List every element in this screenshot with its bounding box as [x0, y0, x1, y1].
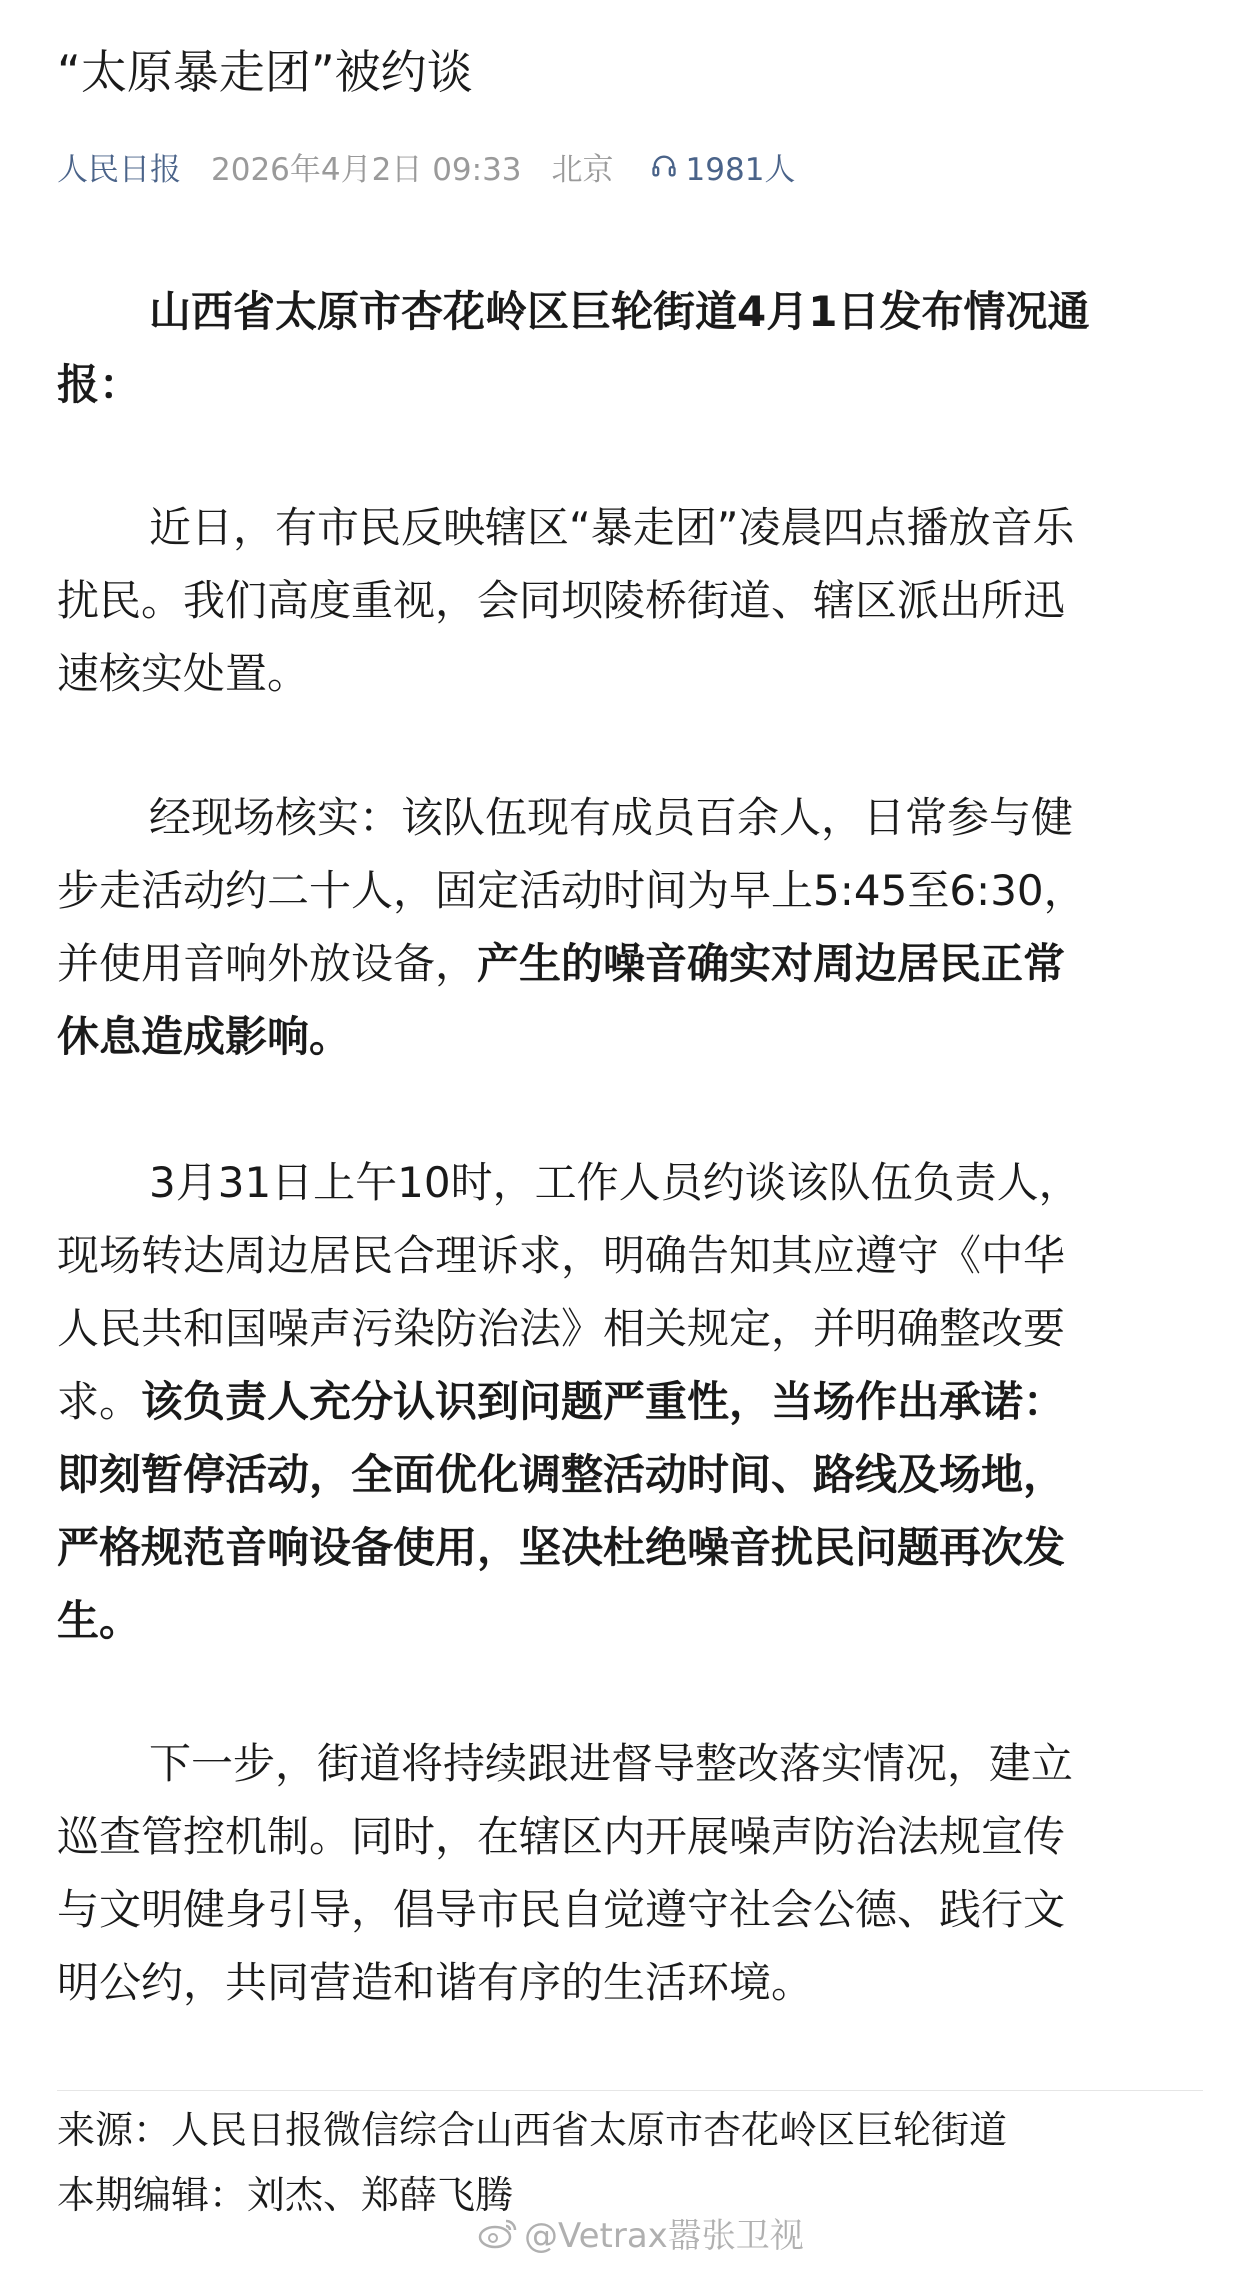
paragraph-line: 扰民。我们高度重视，会同坝陵桥街道、辖区派出所迅: [57, 576, 1066, 625]
paragraph-line: 3月31日上午10时，工作人员约谈该队伍负责人，: [149, 1158, 1081, 1207]
paragraph-line: 巡查管控机制。同时，在辖区内开展噪声防治法规宣传: [57, 1812, 1066, 1861]
paragraph-line-mixed: [57, 927, 1203, 1000]
watermark: [478, 2208, 804, 2257]
paragraph-line: 山西省太原市杏花岭区巨轮街道4月1日发布情况通: [149, 287, 1090, 336]
source-link[interactable]: 人民日报: [57, 151, 181, 188]
paragraph-line: 速核实处置。: [57, 649, 310, 698]
paragraph-line: 步走活动约二十人，固定活动时间为早上5:45至6:30，: [57, 866, 1086, 915]
paragraph-line: 休息造成影响。: [57, 1012, 352, 1061]
paragraph-1: [57, 275, 1203, 421]
article-title: “太原暴走团”被约谈: [57, 45, 473, 99]
bold-text: 该负责人充分认识到问题严重性，当场作出承诺：: [141, 1377, 1066, 1426]
listener-count: 1981人: [685, 151, 796, 188]
paragraph-line: 现场转达周边居民合理诉求，明确告知其应遵守《中华: [57, 1231, 1066, 1280]
paragraph-line: 严格规范音响设备使用，坚决杜绝噪音扰民问题再次发: [57, 1523, 1066, 1572]
paragraph-5: [57, 1727, 1203, 2019]
listen-button[interactable]: [650, 144, 796, 189]
source-credit: 来源：人民日报微信综合山西省太原市杏花岭区巨轮街道: [57, 2108, 1008, 2152]
paragraph-3: [57, 781, 1203, 1073]
article-meta: [57, 146, 795, 186]
paragraph-line-mixed: [57, 1365, 1203, 1438]
paragraph-line: 即刻暂停活动，全面优化调整活动时间、路线及场地，: [57, 1450, 1066, 1499]
publish-location: 北京: [551, 151, 614, 188]
paragraph-line: 近日，有市民反映辖区“暴走团”凌晨四点播放音乐: [149, 503, 1075, 552]
normal-text: 并使用音响外放设备，: [57, 939, 478, 988]
paragraph-line: 人民共和国噪声污染防治法》相关规定，并明确整改要: [57, 1304, 1066, 1353]
headphones-icon: [650, 152, 678, 180]
weibo-logo-icon: [478, 2217, 518, 2249]
paragraph-line: 报：: [57, 360, 142, 409]
watermark-text: @Vetrax嚣张卫视: [524, 2216, 804, 2256]
normal-text: 求。: [57, 1377, 142, 1426]
paragraph-line: 与文明健身引导，倡导市民自觉遵守社会公德、践行文: [57, 1885, 1066, 1934]
paragraph-4: [57, 1146, 1203, 1657]
paragraph-line: 明公约，共同营造和谐有序的生活环境。: [57, 1958, 814, 2007]
paragraph-line: 经现场核实：该队伍现有成员百余人，日常参与健: [149, 793, 1074, 842]
editor-credit: 本期编辑：刘杰、郑薛飞腾: [57, 2173, 514, 2217]
paragraph-line: 生。: [57, 1596, 142, 1645]
paragraph-2: [57, 491, 1203, 710]
publish-datetime: 2026年4月2日 09:33: [211, 151, 522, 188]
bold-text: 产生的噪音确实对周边居民正常: [477, 939, 1066, 988]
paragraph-line: 下一步，街道将持续跟进督导整改落实情况，建立: [149, 1739, 1074, 1788]
footer-divider: [57, 2090, 1203, 2091]
